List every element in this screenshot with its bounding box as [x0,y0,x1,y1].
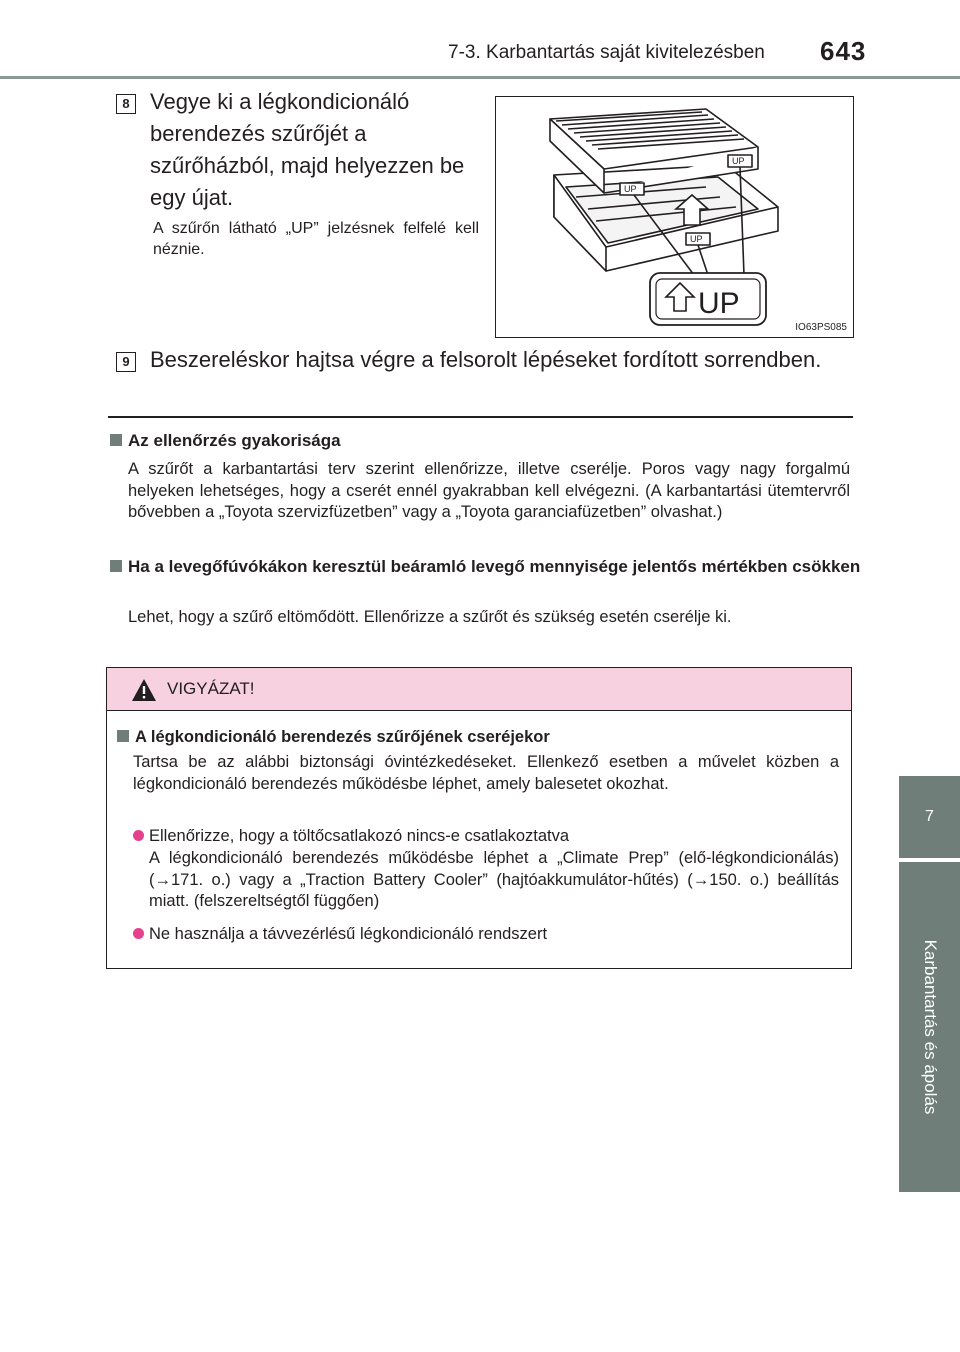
section-2-body: Lehet, hogy a szűrő eltömődött. Ellenőrizze a szűrőt és szükség esetén cserélje ki. [128,608,732,626]
step-8-text: Vegye ki a légkondicionáló berendezés szűrőjét a szűrőházból, majd helyezzen be egy újat. [150,89,465,210]
square-bullet-icon [110,434,122,446]
step-9-number: 9 [116,352,136,372]
chapter-tab-number: 7 [899,776,960,858]
warning-bullet-1-body: A légkondicionáló berendezés működésbe léphet a „Climate Prep” (elő-légkondicionálás) (→171. o.) vagy a „Traction Battery Cooler” (hajtóakkumulátor-hűtés) (→150. o.) beállítás miatt. (felszereltségtől függően) [149,849,839,910]
warning-subtitle: A légkondicionáló berendezés szűrőjének cseréjekor [117,728,550,747]
warning-body: Tartsa be az alábbi biztonsági óvintézkedéseket. Ellenkező esetben a művelet közben a légkondicionáló berendezés működésbe léphet, amely balesetet okozhat. [133,753,839,793]
circle-bullet-icon [133,830,144,841]
section-1-body: A szűrőt a karbantartási terv szerint ellenőrizze, illetve cserélje. Poros vagy nagy forgalmú helyeken lehetséges, hogy a cserét ennél gyakrabban kell elvégezni. (A karbantartási ütemtervről bővebben a „Toyota szervizfüzetben” vagy a „Toyota garanciafüzetben” olvashat.) [128,460,850,521]
small-up-label-1: UP [624,184,637,194]
section-2-heading: Ha a levegőfúvókákon keresztül beáramló levegő mennyisége jelentős mértékben csökken [110,556,868,578]
warning-bullet-1-title: Ellenőrizze, hogy a töltőcsatlakozó nincs-e csatlakoztatva [133,826,839,848]
warning-box [106,667,852,969]
step-8-number: 8 [116,94,136,114]
small-up-label-2: UP [732,156,745,166]
step-9-text: Beszereléskor hajtsa végre a felsorolt lépéseket fordított sorrendben. [150,347,822,372]
section-1-heading: Az ellenőrzés gyakorisága [110,430,850,452]
chapter-tab-title: Karbantartás és ápolás [920,939,940,1115]
square-bullet-icon [110,560,122,572]
warning-header [107,668,851,711]
step-8-note: A szűrőn látható „UP” jelzésnek felfelé kell néznie. [153,220,479,258]
filter-illustration [495,96,854,338]
circle-bullet-icon [133,928,144,939]
square-bullet-icon [117,730,129,742]
figure-code: IO63PS085 [795,322,847,333]
small-up-label-3: UP [690,234,703,244]
header-section-title: 7-3. Karbantartás saját kivitelezésben [448,42,765,63]
warning-bullet-2-title: Ne használja a távvezérlésű légkondicionáló rendszert [133,924,839,946]
warning-label: VIGYÁZAT! [167,679,255,698]
warning-triangle-icon [131,678,157,702]
filter-replacement-drawing [496,97,853,337]
page-number: 643 [820,36,867,66]
divider [108,416,853,418]
header-rule [0,76,960,79]
big-up-label: UP [698,287,740,320]
